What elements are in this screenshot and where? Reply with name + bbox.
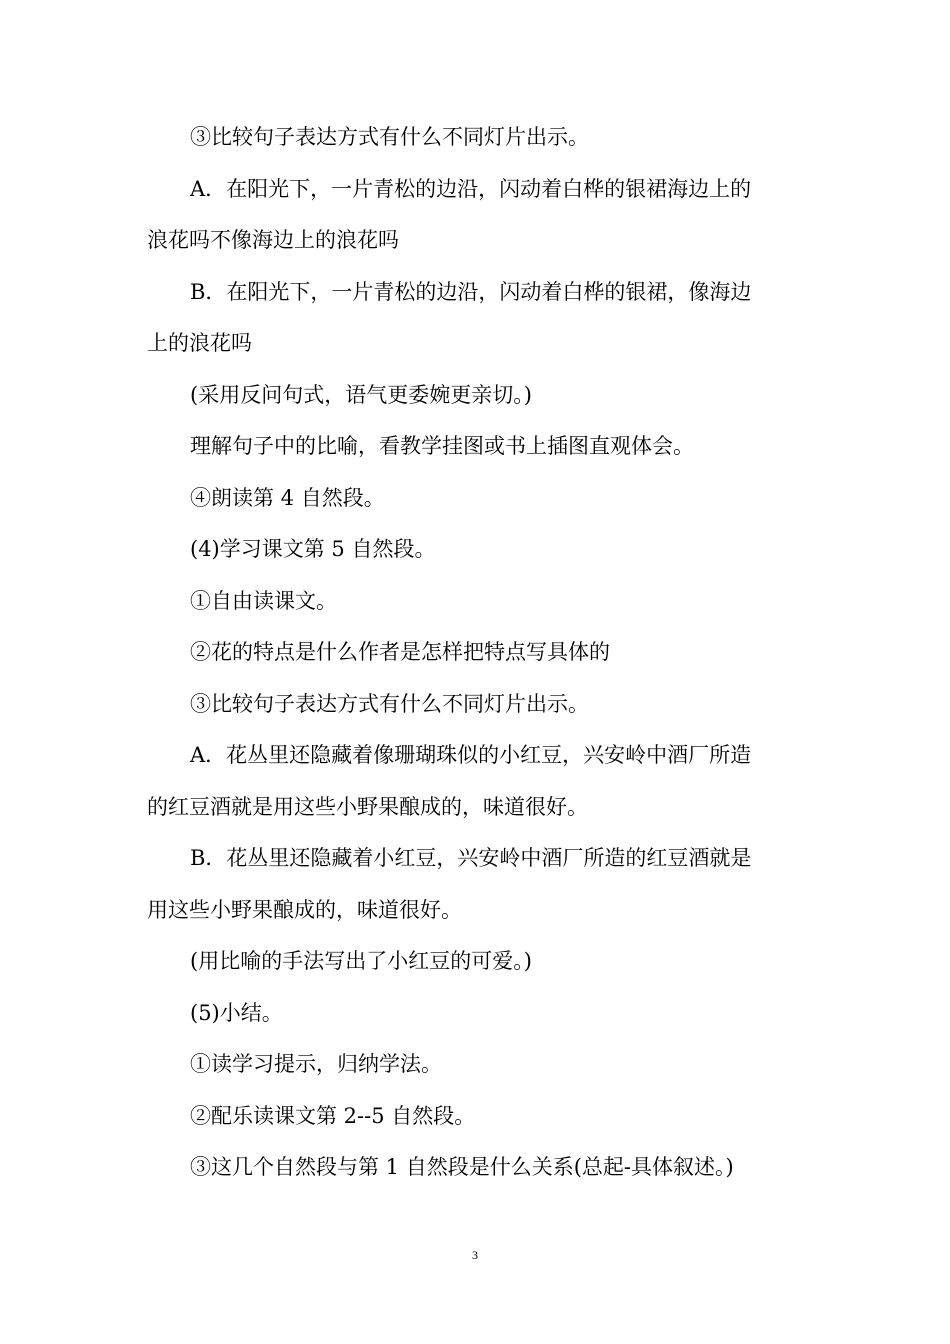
paragraph-line: 的红豆酒就是用这些小野果酿成的，味道很好。 — [147, 794, 588, 819]
paragraph-line: (用比喻的手法写出了小红豆的可爱。) — [190, 949, 532, 973]
paragraph — [147, 833, 797, 936]
paragraph — [147, 473, 797, 525]
paragraph — [147, 576, 797, 628]
paragraph-line: 浪花吗不像海边上的浪花吗 — [147, 228, 399, 252]
paragraph — [147, 936, 797, 988]
paragraph-line: (5)小结。 — [190, 1000, 283, 1025]
paragraph-line: ③比较句子表达方式有什么不同灯片出示。 — [190, 691, 589, 716]
paragraph-line: (采用反问句式，语气更委婉更亲切。) — [190, 382, 532, 407]
paragraph — [147, 112, 797, 164]
paragraph — [147, 524, 797, 576]
paragraph-line: ③这几个自然段与第 1 自然段是什么关系(总起-具体叙述。) — [190, 1155, 734, 1179]
paragraph-line: ①自由读课文。 — [190, 588, 337, 613]
paragraph — [147, 679, 797, 731]
paragraph — [147, 730, 797, 833]
paragraph — [147, 627, 797, 679]
paragraph — [147, 1039, 797, 1091]
paragraph-line: ③比较句子表达方式有什么不同灯片出示。 — [190, 125, 589, 149]
paragraph-line: ④朗读第 4 自然段。 — [190, 485, 385, 510]
paragraph-line: B．花丛里还隐藏着小红豆，兴安岭中酒厂所造的红豆酒就是 — [190, 846, 752, 870]
paragraph-line: 上的浪花吗 — [147, 331, 252, 355]
paragraph-line: A．在阳光下，一片青松的边沿，闪动着白桦的银裙海边上的 — [190, 176, 752, 201]
paragraph-line: ②花的特点是什么作者是怎样把特点写具体的 — [190, 640, 610, 664]
paragraph — [147, 421, 797, 473]
paragraph-line: ②配乐读课文第 2--5 自然段。 — [190, 1103, 476, 1128]
paragraph — [147, 988, 797, 1040]
page-number: 3 — [472, 1248, 478, 1262]
body-text — [147, 112, 797, 1194]
paragraph-line: 用这些小野果酿成的，味道很好。 — [147, 897, 462, 922]
paragraph — [147, 164, 797, 267]
paragraph-line: A．花丛里还隐藏着像珊瑚珠似的小红豆，兴安岭中酒厂所造 — [190, 743, 752, 767]
paragraph — [147, 370, 797, 422]
paragraph — [147, 1091, 797, 1143]
paragraph-line: 理解句子中的比喻，看教学挂图或书上插图直观体会。 — [190, 434, 694, 458]
paragraph-line: ①读学习提示，归纳学法。 — [190, 1052, 442, 1076]
paragraph-line: (4)学习课文第 5 自然段。 — [190, 537, 436, 561]
paragraph — [147, 1142, 797, 1194]
paragraph — [147, 267, 797, 370]
paragraph-line: B．在阳光下，一片青松的边沿，闪动着白桦的银裙，像海边 — [190, 279, 752, 304]
